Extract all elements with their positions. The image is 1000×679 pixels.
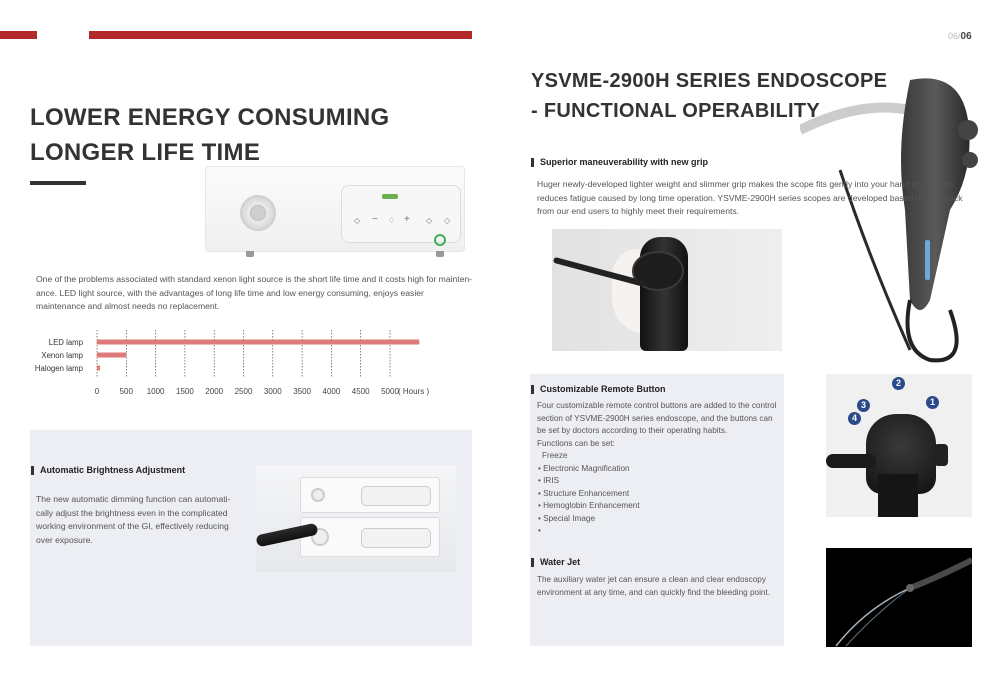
auto-brightness-text: The new automatic dimming function can automati-cally adjust the brightness even in the complicated working environment of the GI, effectively reducing over exposure. xyxy=(36,494,231,545)
grip-heading: Superior maneuverability with new grip xyxy=(531,158,708,167)
x-tick-label: 4500 xyxy=(351,387,370,396)
x-tick-label: 1500 xyxy=(176,387,194,396)
led-light-source-image xyxy=(205,166,465,252)
functions-list xyxy=(538,450,778,538)
title-underline xyxy=(30,181,86,185)
function-item: • IRIS xyxy=(538,476,560,485)
right-title-line1: YSVME-2900H SERIES ENDOSCOPE xyxy=(531,70,888,92)
led-intro-text: One of the problems associated with standard xenon light source is the short life time and it costs high for mainten-ance. LED light source, with the advantages of long life time and low energy consuming, enjoys easier maintenance and almost needs no replacement. xyxy=(36,274,473,311)
left-title-line1: LOWER ENERGY CONSUMING xyxy=(30,104,390,131)
button-badge-4: 4 xyxy=(848,412,861,425)
water-jet-text: The auxiliary water jet can ensure a clean and clear endoscopy environment at any time, and can quickly find the bleeding point. xyxy=(537,575,771,597)
page-number-value: 06 xyxy=(960,31,972,42)
mode-icon-2: ◇ xyxy=(444,216,451,225)
lower-device xyxy=(300,517,440,557)
x-tick-label: 0 xyxy=(94,387,100,396)
functions-intro: Functions can be set: xyxy=(537,439,615,448)
water-jet-heading: Water Jet xyxy=(531,558,580,567)
page-number xyxy=(948,31,972,42)
category-label: Halogen lamp xyxy=(34,364,83,373)
water-jet-stream-icon xyxy=(826,548,972,647)
button-badge-3: 3 xyxy=(857,399,870,412)
function-item: • Hemoglobin Enhancement xyxy=(538,501,640,510)
bulb-icon: ♢ xyxy=(388,216,396,225)
bar xyxy=(97,366,100,371)
function-item: Freeze xyxy=(542,451,568,460)
mode-icon: ◇ xyxy=(426,216,433,225)
x-tick-label: 5000 xyxy=(381,387,399,396)
top-bar-long xyxy=(89,31,472,39)
x-tick-label: 2000 xyxy=(205,387,224,396)
control-buttons-photo xyxy=(826,374,972,517)
remote-text: Four customizable remote control buttons are added to the control section of YSVME-2900H series endoscope, and the buttons can be set by doctors according to their operating habits. xyxy=(537,401,777,435)
function-item: • Electronic Magnification xyxy=(538,463,630,473)
function-item: • xyxy=(538,526,541,535)
right-title-line2: - FUNCTIONAL OPERABILITY xyxy=(531,100,821,122)
top-bar-short xyxy=(0,31,37,39)
lamp-life-chart xyxy=(0,320,480,410)
x-tick-label: 2500 xyxy=(234,387,253,396)
minus-icon: − xyxy=(372,214,378,225)
category-label: LED lamp xyxy=(48,338,83,347)
button-badge-1: 1 xyxy=(926,396,939,409)
bar xyxy=(97,340,419,345)
side-knob xyxy=(934,444,948,466)
hand-grip-photo xyxy=(552,229,782,351)
device-foot-right xyxy=(436,251,444,257)
auto-brightness-heading: Automatic Brightness Adjustment xyxy=(31,466,185,475)
brightness-icon: ◇ xyxy=(354,216,361,225)
page-number-prefix: 06/ xyxy=(948,31,961,41)
x-tick-label: 3000 xyxy=(263,387,282,396)
remote-heading: Customizable Remote Button xyxy=(531,385,666,394)
upper-device xyxy=(300,477,440,513)
x-tick-label: 500 xyxy=(119,387,133,396)
grip-text: Huger newly-developed lighter weight and slimmer grip makes the scope fits gently into your hand and greatly reduces fatigue caused by long time operation. YSVME-2900H series scopes are developed based on feedback from our end users to highly meet their requirements. xyxy=(537,179,963,216)
control-stem xyxy=(878,474,918,517)
x-tick-label: 3500 xyxy=(293,387,311,396)
x-tick-label: 4000 xyxy=(322,387,341,396)
device-foot-left xyxy=(246,251,254,257)
plus-icon: + xyxy=(404,214,410,225)
category-label: Xenon lamp xyxy=(41,351,83,360)
x-tick-label: 1000 xyxy=(146,387,165,396)
control-cable xyxy=(826,454,876,468)
water-jet-photo xyxy=(826,548,972,647)
button-badge-2: 2 xyxy=(892,377,905,390)
level-indicator-icon xyxy=(382,194,398,199)
power-icon xyxy=(434,234,446,246)
bar xyxy=(97,353,126,358)
x-unit-label: ( Hours ) xyxy=(398,387,430,396)
stacked-devices-photo xyxy=(256,465,456,572)
function-item: • Structure Enhancement xyxy=(538,488,630,498)
left-title-line2: LONGER LIFE TIME xyxy=(30,139,261,166)
function-item: • Special Image xyxy=(538,513,596,523)
light-port-icon xyxy=(240,195,276,231)
